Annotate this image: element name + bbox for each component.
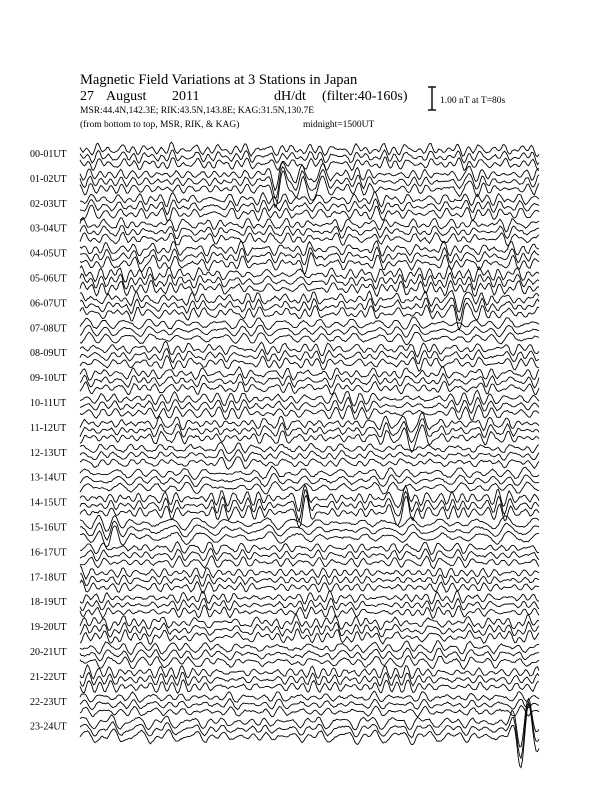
trace-msr (80, 405, 539, 420)
trace-kag (80, 413, 539, 433)
trace-kag (80, 192, 539, 207)
trace-msr (80, 457, 539, 469)
hour-label: 05-06UT (30, 273, 67, 285)
trace-msr (80, 281, 539, 297)
trace-msr (80, 157, 539, 171)
hour-label: 02-03UT (30, 198, 67, 210)
trace-rik (80, 199, 539, 215)
hour-label: 07-08UT (30, 323, 67, 335)
trace-msr (80, 656, 539, 670)
trace-kag (80, 485, 539, 511)
hour-label: 12-13UT (30, 447, 67, 459)
stations-coordinates: MSR:44.4N,142.3E; RIK:43.5N,143.8E; KAG:31.5N,130.7E (80, 106, 315, 116)
hour-label: 11-12UT (30, 422, 67, 434)
trace-kag (80, 317, 539, 329)
hour-label: 03-04UT (30, 223, 67, 235)
scale-bar (428, 87, 436, 110)
trace-msr (80, 605, 539, 618)
trace-rik (80, 521, 539, 540)
chart-title: Magnetic Field Variations at 3 Stations in Japan (80, 72, 358, 88)
hour-label: 08-09UT (30, 348, 67, 360)
trace-kag (80, 614, 539, 630)
hour-label: 10-11UT (30, 398, 67, 409)
quantity-label: dH/dt (274, 89, 306, 104)
hour-label: 22-23UT (30, 696, 67, 708)
trace-rik (80, 226, 539, 239)
trace-kag (80, 466, 539, 479)
hour-label: 19-20UT (30, 622, 67, 634)
filter-label: (filter:40-160s) (322, 89, 408, 104)
trace-msr (80, 332, 539, 345)
hour-label: 18-19UT (30, 597, 67, 609)
hour-label: 20-21UT (30, 647, 67, 658)
trace-msr (80, 680, 539, 694)
trace-msr (80, 580, 539, 593)
trace-kag (80, 691, 539, 702)
trace-rik (80, 699, 539, 710)
midnight-note: midnight=1500UT (303, 120, 375, 130)
trace-msr (80, 706, 539, 717)
hour-rows (30, 142, 539, 767)
trace-rik (80, 598, 539, 611)
trace-rik (80, 574, 539, 586)
trace-rik (80, 298, 539, 321)
trace-rik (80, 474, 539, 487)
hour-label: 21-22UT (30, 671, 67, 683)
trace-rik (80, 490, 539, 521)
hour-label: 09-10UT (30, 373, 67, 385)
trace-kag (80, 566, 539, 580)
date-day: 27 (80, 89, 94, 104)
trace-kag (80, 217, 539, 232)
scale-bar-label: 1.00 nT at T=80s (440, 96, 506, 106)
trace-msr (80, 556, 539, 569)
trace-kag (80, 442, 539, 453)
trace-kag (80, 341, 539, 357)
hour-label: 15-16UT (30, 522, 67, 534)
hour-label: 06-07UT (30, 298, 67, 310)
trace-kag (80, 515, 539, 531)
hour-label: 23-24UT (30, 721, 67, 733)
hour-label: 17-18UT (30, 572, 67, 584)
trace-rik (80, 273, 539, 290)
hour-label: 01-02UT (30, 173, 67, 185)
trace-msr (80, 381, 539, 394)
hour-label: 00-01UT (30, 149, 67, 160)
trace-rik (80, 450, 539, 462)
date-year: 2011 (172, 89, 200, 104)
hour-label: 14-15UT (30, 497, 67, 509)
trace-kag (80, 390, 539, 406)
date-month: August (106, 89, 147, 104)
hour-label: 16-17UT (30, 547, 67, 559)
hour-label: 13-14UT (30, 472, 67, 484)
trace-msr (80, 232, 539, 245)
hour-label: 04-05UT (30, 248, 67, 260)
trace-rik (80, 167, 539, 199)
station-order-note: (from bottom to top, MSR, RIK, & KAG) (80, 120, 240, 130)
